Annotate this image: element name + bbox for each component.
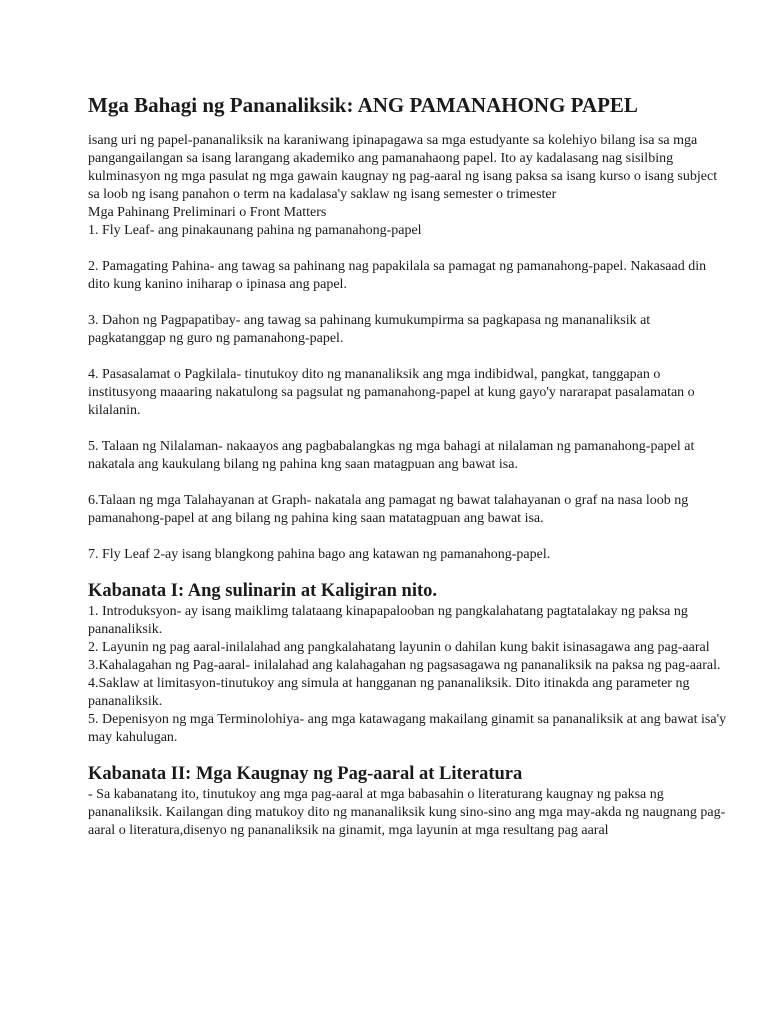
chapter-1-item-4: 4.Saklaw at limitasyon-tinutukoy ang simula at hangganan ng pananaliksik. Dito itinakda ang parameter ng pananaliksik. [88, 676, 690, 709]
front-item-2: 2. Pamagating Pahina- ang tawag sa pahinang nag papakilala sa pamagat ng pamanahong-papel. Nakasaad din dito kung kanino iniharap o ipinasa ang papel. [88, 259, 707, 292]
front-item-7: 7. Fly Leaf 2-ay isang blangkong pahina bago ang katawan ng pamanahong-papel. [88, 547, 551, 562]
intro-paragraph: isang uri ng papel-pananaliksik na karaniwang ipinapagawa sa mga estudyante sa kolehiyo bilang isa sa mga pangangailangan sa isang larangang akademiko ang pamanahaong papel. Ito ay kadalasang nag sisilbing kulminasyon ng mga pasulat ng mga gawain kaugnay ng pag-aaral ng isang paksa sa isang kurso o isang subject sa loob ng isang panahon o term na kadalasa'y saklaw ng isang semester o trimester [88, 133, 718, 202]
chapter-2-heading: Kabanata II: Mga Kaugnay ng Pag-aaral at Literatura [88, 764, 523, 784]
front-item-6: 6.Talaan ng mga Talahayanan at Graph- nakatala ang pamagat ng bawat talahayanan o graf na nasa loob ng pamanahong-papel at ang bilang ng pahina king saan matatagpuan ang bawat isa. [88, 493, 689, 526]
front-item-1: 1. Fly Leaf- ang pinakaunang pahina ng pamanahong-papel [88, 223, 422, 238]
chapter-1-item-5: 5. Depenisyon ng mga Terminolohiya- ang mga katawagang makailang ginamit sa pananaliksik at ang bawat isa'y may kahulugan. [88, 712, 727, 745]
front-item-5: 5. Talaan ng Nilalaman- nakaayos ang pagbabalangkas ng mga bahagi at nilalaman ng pamanahong-papel at nakatala ang kaukulang bilang ng pahina kng saan matagpuan ang bawat isa. [88, 439, 695, 472]
page-title: Mga Bahagi ng Pananaliksik: ANG PAMANAHONG PAPEL [88, 93, 638, 117]
chapter-2-body: - Sa kabanatang ito, tinutukoy ang mga pag-aaral at mga babasahin o literaturang kaugnay ng paksa ng pananaliksik. Kailangan ding matukoy dito ng mananaliksik kung sino-sino ang mga may-akda ng naugnang pag-aaral o literatura,disenyo ng pananaliksik na ginamit, mga layunin at mga resultang pag aaral [88, 787, 726, 838]
chapter-1-heading: Kabanata I: Ang sulinarin at Kaligiran nito. [88, 581, 437, 601]
chapter-1-item-2: 2. Layunin ng pag aaral-inilalahad ang pangkalahatang layunin o dahilan kung bakit isinasagawa ang pag-aaral [88, 640, 710, 655]
chapter-1-item-3: 3.Kahalagahan ng Pag-aaral- inilalahad ang kalahagahan ng pagsasagawa ng pananaliksik na paksa ng pag-aaral. [88, 658, 721, 673]
front-item-3: 3. Dahon ng Pagpapatibay- ang tawag sa pahinang kumukumpirma sa pagkapasa ng mananaliksik at pagkatanggap ng guro ng pamanahong-papel. [88, 313, 651, 346]
front-item-4: 4. Pasasalamat o Pagkilala- tinutukoy dito ng mananaliksik ang mga indibidwal, pangkat, tanggapan o institusyong maaaring nakatulong sa pagsulat ng pamanahong-papel at kung gayo'y nararapat pasalamatan o kilalanin. [88, 367, 695, 418]
front-matters-heading: Mga Pahinang Preliminari o Front Matters [88, 205, 327, 220]
chapter-1-item-1: 1. Introduksyon- ay isang maiklimg talataang kinapapalooban ng pangkalahatang pagtatalakay ng paksa ng pananaliksik. [88, 604, 688, 637]
